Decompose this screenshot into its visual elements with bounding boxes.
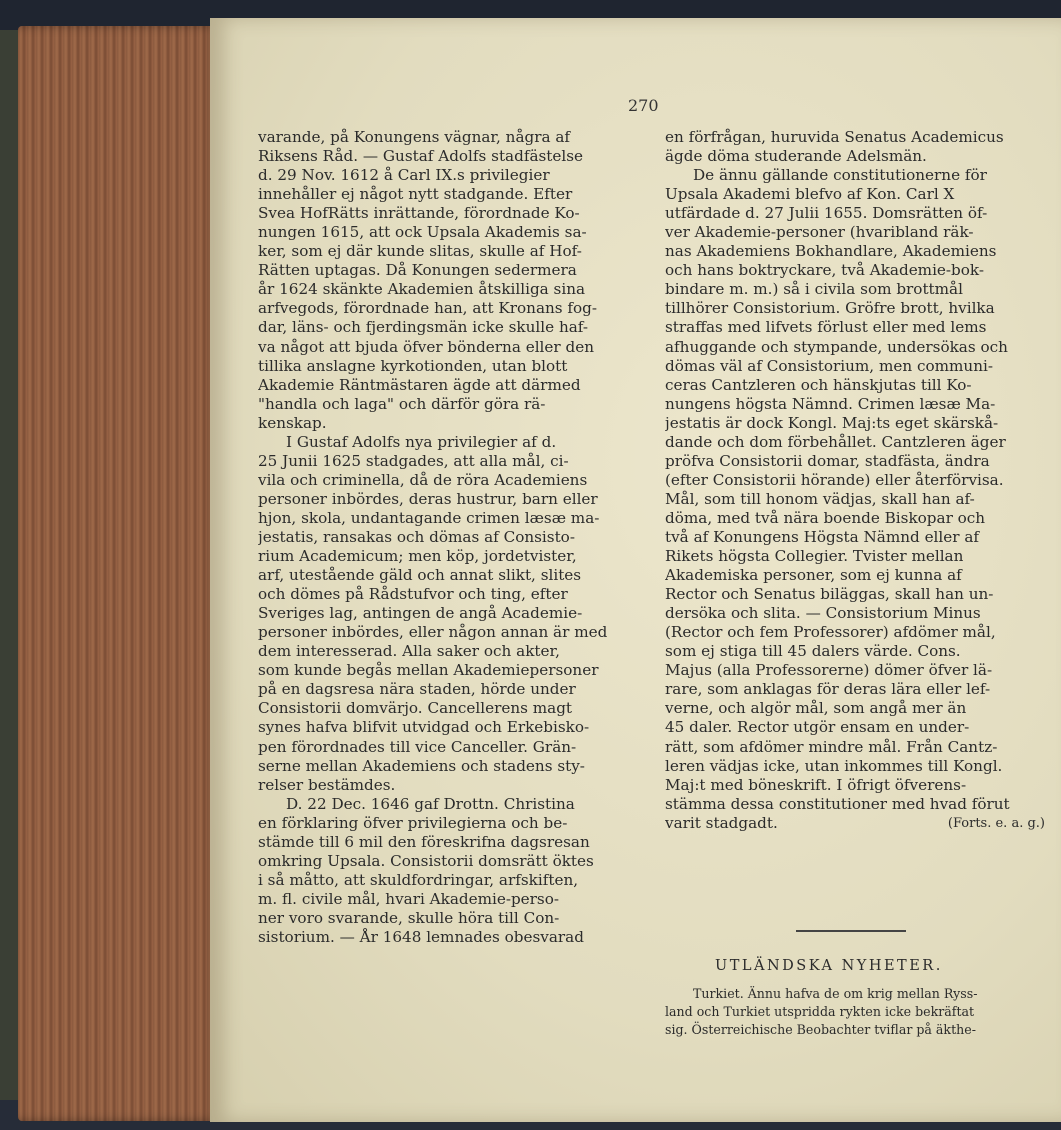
text-line: på en dagsresa nära staden, hörde under [258, 680, 576, 699]
text-line: arf, utestående gäld och annat slikt, slites [258, 566, 582, 585]
text-line: varande, på Konungens vägnar, några af [258, 128, 571, 146]
text-line: ker, som ej där kunde slitas, skulle af Hof- [258, 242, 582, 261]
text-line: Akademie Räntmästaren ägde att därmed [258, 375, 581, 394]
text-line: jestatis är dock Kongl. Maj:ts eget skärskå- [665, 413, 999, 432]
text-line: sistorium. — År 1648 lemnades obesvarad [258, 927, 584, 946]
text-line: som kunde begås mellan Akademiepersoner [258, 661, 599, 680]
text-line: ceras Cantzleren och hänskjutas till Ko- [665, 375, 972, 394]
text-line: ägde döma studerande Adelsmän. [665, 147, 927, 166]
text-line: dem interesserad. Alla saker och akter, [258, 642, 560, 661]
text-line: stämde till 6 mil den föreskrifna dagsresan [258, 832, 590, 851]
text-line: dömas väl af Consistorium, men communi- [665, 356, 993, 375]
text-line: tillhörer Consistorium. Gröfre brott, hvilka [665, 299, 995, 318]
text-line: rium Academicum; men köp, jordetvister, [258, 547, 577, 566]
text-line: Sveriges lag, antingen de angå Academie- [258, 604, 583, 623]
text-line: två af Konungens Högsta Nämnd eller af [665, 527, 980, 546]
text-line: land och Turkiet utspridda rykten icke bekräftat [665, 1004, 975, 1019]
text-line: Riksens Råd. — Gustaf Adolfs stadfästelse [258, 147, 584, 166]
text-line: nas Akademiens Bokhandlare, Akademiens [665, 242, 997, 261]
text-line: Rector och Senatus biläggas, skall han un- [665, 585, 994, 604]
text-line: hjon, skola, undantagande crimen læsæ ma- [258, 508, 600, 527]
text-line: verne, och algör mål, som angå mer än [665, 699, 967, 718]
text-line: utfärdade d. 27 Julii 1655. Domsrätten öf- [665, 204, 988, 223]
text-line: sig. Österreichische Beobachter tviflar på äkthe- [665, 1022, 976, 1037]
text-line: Akademiska personer, som ej kunna af [665, 566, 962, 585]
text-line: Consistorii domvärjo. Cancellerens magt [258, 699, 573, 718]
text-line: (efter Consistorii hörande) eller återförvisa. [665, 470, 1004, 489]
text-line: m. fl. civile mål, hvari Akademie-perso- [258, 889, 559, 908]
text-line: döma, med två nära boende Biskopar och [665, 508, 986, 527]
text-line: och hans boktryckare, två Akademie-bok- [665, 261, 984, 280]
section-heading: UTLÄNDSKA NYHETER. [715, 958, 943, 974]
text-line: Svea HofRätts inrättande, förordnade Ko- [258, 204, 580, 223]
text-line: dar, läns- och fjerdingsmän icke skulle haf- [258, 318, 588, 337]
text-line: Upsala Akademi blefvo af Kon. Carl X [665, 185, 955, 204]
left-column-text [258, 128, 654, 947]
right-column-text [665, 128, 1045, 833]
section-separator-rule [796, 930, 906, 932]
text-line: kenskap. [258, 413, 327, 432]
text-line: som ej stiga till 45 dalers värde. Cons. [665, 642, 961, 661]
text-line: rätt, som afdömer mindre mål. Från Cantz- [665, 737, 998, 756]
text-line: I Gustaf Adolfs nya privilegier af d. [286, 432, 557, 451]
text-line: jestatis, ransakas och dömas af Consisto- [258, 527, 575, 546]
text-line: va något att bjuda öfver bönderna eller den [258, 337, 594, 356]
text-line: en förfrågan, huruvida Senatus Academicus [665, 128, 1004, 146]
text-line: D. 22 Dec. 1646 gaf Drottn. Christina [286, 794, 575, 813]
text-line: personer inbördes, deras hustrur, barn eller [258, 489, 598, 508]
text-line: Maj:t med böneskrift. I öfrigt öfverens- [665, 775, 967, 794]
news-text [665, 985, 1045, 1039]
text-line: 45 daler. Rector utgör ensam en under- [665, 718, 970, 737]
text-line: Mål, som till honom vädjas, skall han af- [665, 489, 975, 508]
page-number: 270 [628, 96, 659, 115]
text-line: De ännu gällande constitutionerne för [693, 166, 987, 185]
text-line: och dömes på Rådstufvor och ting, efter [258, 585, 568, 604]
text-line: ner voro svarande, skulle höra till Con- [258, 908, 560, 927]
page-block-edge [18, 26, 218, 1121]
text-line: i så måtto, att skuldfordringar, arfskiften, [258, 870, 579, 889]
text-line: ver Akademie-personer (hvaribland räk- [665, 223, 974, 242]
text-line: tillika anslagne kyrkotionden, utan blott [258, 356, 568, 375]
text-line: stämma dessa constitutioner med hvad förut [665, 794, 1010, 813]
text-line: Majus (alla Professorerne) dömer öfver lä- [665, 661, 993, 680]
continuation-note: (Forts. e. a. g.) [947, 815, 1045, 831]
text-line: Rikets högsta Collegier. Tvister mellan [665, 547, 964, 566]
text-line: serne mellan Akademiens och stadens sty- [258, 756, 585, 775]
text-line: nungen 1615, att ock Upsala Akademis sa- [258, 223, 587, 242]
text-line: varit stadgadt. (Forts. e. a. g.) [665, 813, 1045, 832]
text-line: d. 29 Nov. 1612 å Carl IX.s privilegier [258, 166, 550, 185]
text-line: år 1624 skänkte Akademien åtskilliga sina [258, 280, 586, 299]
text-line: afhuggande och stympande, undersökas och [665, 337, 1008, 356]
text-line: dersöka och slita. — Consistorium Minus [665, 604, 981, 623]
text-line: pröfva Consistorii domar, stadfästa, ändra [665, 451, 990, 470]
text-line: omkring Upsala. Consistorii domsrätt öktes [258, 851, 594, 870]
text-line: bindare m. m.) så i civila som brottmål [665, 280, 963, 299]
text-line: arfvegods, förordnade han, att Kronans fog- [258, 299, 598, 318]
text-line: Turkiet. Ännu hafva de om krig mellan Ryss- [693, 986, 978, 1001]
text-line: "handla och laga" och därför göra rä- [258, 394, 546, 413]
text-line: rare, som anklagas för deras lära eller lef- [665, 680, 991, 699]
text-line: straffas med lifvets förlust eller med lems [665, 318, 987, 337]
text-line: en förklaring öfver privilegierna och be- [258, 813, 568, 832]
text-line: 25 Junii 1625 stadgades, att alla mål, ci- [258, 451, 569, 470]
text-line: pen förordnades till vice Canceller. Grän- [258, 737, 577, 756]
text-line: synes hafva blifvit utvidgad och Erkebisko- [258, 718, 590, 737]
text-line: personer inbördes, eller någon annan är med [258, 623, 608, 642]
text-line: vila och criminella, då de röra Academiens [258, 470, 588, 489]
text-line: Rätten uptagas. Då Konungen sedermera [258, 261, 577, 280]
text-line: innehåller ej något nytt stadgande. Efter [258, 185, 573, 204]
text-line: leren vädjas icke, utan inkommes till Kongl. [665, 756, 1003, 775]
text-line: relser bestämdes. [258, 775, 396, 794]
text-line: (Rector och fem Professorer) afdömer mål, [665, 623, 996, 642]
text-line: nungens högsta Nämnd. Crimen læsæ Ma- [665, 394, 996, 413]
text-line: dande och dom förbehållet. Cantzleren äger [665, 432, 1006, 451]
